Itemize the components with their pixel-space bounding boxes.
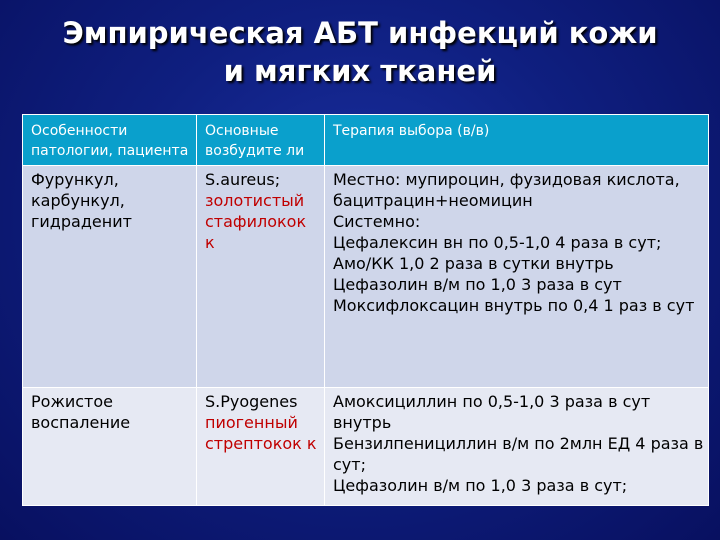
cell-pathology: Рожистое воспаление — [23, 388, 197, 506]
header-therapy: Терапия выбора (в/в) — [325, 115, 709, 166]
therapy-line: Амоксициллин по 0,5-1,0 3 раза в сут внутрь — [333, 392, 651, 432]
table-header-row — [23, 115, 709, 166]
table-row — [23, 388, 709, 506]
therapy-line: Моксифлоксацин внутрь по 0,4 1 раз в сут — [333, 296, 695, 315]
therapy-line: Системно: — [333, 212, 421, 231]
therapy-line: Амо/КК 1,0 2 раза в сутки внутрь — [333, 254, 614, 273]
pathogen-latin: S.Pyogenes — [205, 392, 298, 411]
cell-therapy — [325, 166, 709, 388]
header-pathology: Особенности патологии, пациента — [23, 115, 197, 166]
therapy-line: Цефалексин вн по 0,5-1,0 4 раза в сут; — [333, 233, 662, 252]
pathogen-russian: пиогенный стрептокок к — [205, 413, 317, 453]
cell-pathogen — [197, 388, 325, 506]
therapy-line: Цефазолин в/м по 1,0 3 раза в сут; — [333, 476, 628, 495]
pathogen-latin: S.aureus; — [205, 170, 281, 189]
therapy-line: Цефазолин в/м по 1,0 3 раза в сут — [333, 275, 622, 294]
therapy-line: Бензилпенициллин в/м по 2млн ЕД 4 раза в сут; — [333, 434, 704, 474]
therapy-line: Местно: мупироцин, фузидовая кислота, бацитрацин+неомицин — [333, 170, 680, 210]
slide-title — [0, 14, 720, 90]
cell-therapy — [325, 388, 709, 506]
title-line-2: и мягких тканей — [223, 54, 497, 88]
pathogen-russian: золотистый стафилокок к — [205, 191, 307, 252]
cell-pathogen — [197, 166, 325, 388]
table-row — [23, 166, 709, 388]
header-pathogens: Основные возбудите ли — [197, 115, 325, 166]
title-line-1: Эмпирическая АБТ инфекций кожи — [62, 16, 658, 50]
therapy-table — [22, 114, 709, 506]
cell-pathology: Фурункул, карбункул, гидраденит — [23, 166, 197, 388]
